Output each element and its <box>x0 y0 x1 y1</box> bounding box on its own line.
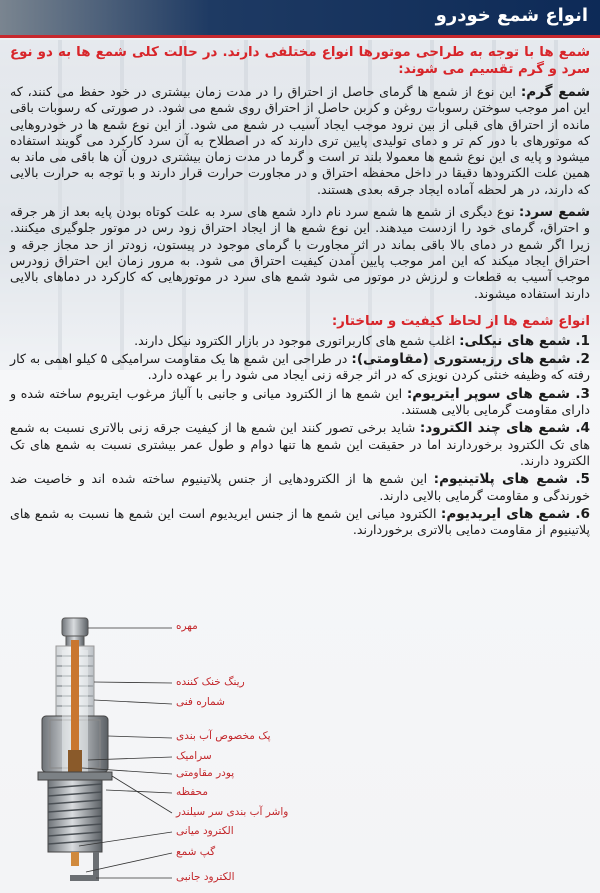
cold-plug-term: شمع سرد: <box>518 204 590 221</box>
cold-plug-paragraph <box>10 204 590 302</box>
page-title: انواع شمع خودرو <box>435 5 588 26</box>
diagram-label-seal-pack: پک مخصوص آب بندی <box>176 730 271 742</box>
type-term: 3. شمع های سوپر ایتریوم: <box>406 385 590 402</box>
type-text: در طراحی این شمع ها یک مقاومت سرامیکی ۵ کیلو اهمی به کار رفته که وظیفه خنثی کردن نویزی که در اثر جرقه زنی ایجاد می شود را بر عهده دارد. <box>10 351 590 383</box>
type-text: الکترود میانی این شمع ها از جنس ایریدیوم است این شمع ها نسبت به شمع های پلاتینیوم از مقاومت دمایی بالاتری برخوردارند. <box>10 505 590 538</box>
type-text: این شمع ها از الکترود میانی و جانبی با آلیاژ مرغوب ایتریوم ساخته شده و دارای مقاومت گرمایی بالایی هستند. <box>10 385 590 418</box>
list-item <box>10 471 590 504</box>
types-list <box>10 333 590 539</box>
types-heading: انواع شمع ها از لحاظ کیفیت و ساختار: <box>331 313 590 329</box>
intro-text: شمع ها با توجه به طراحی موتورها انواع مختلفی دارند. در حالت کلی شمع ها به دو نوع سرد و گرم تقسیم می شوند: <box>10 45 590 77</box>
list-item <box>10 506 590 539</box>
type-term: 1. شمع های نیکلی: <box>459 332 590 349</box>
type-term: 4. شمع های چند الکترود: <box>419 420 590 437</box>
diagram-label-housing: محفظه <box>176 786 208 798</box>
title-bar <box>0 0 600 38</box>
diagram-label-head-washer: واشر آب بندی سر سیلندر <box>176 806 289 818</box>
list-item <box>10 333 590 349</box>
type-text: این شمع ها از الکترودهایی از جنس پلاتینیوم ساخته شده اند و خاصیت ضد خورندگی و مقاومت گرمایی بالایی دارند. <box>10 471 590 503</box>
diagram-label-cooling-ring: رینگ خنک کننده <box>176 676 245 688</box>
diagram-label-resistor-powder: پودر مقاومتی <box>176 767 235 779</box>
diagram-label-gap: گپ شمع <box>176 846 216 858</box>
diagram-label-nut: مهره <box>176 620 198 632</box>
hot-plug-paragraph <box>10 84 590 198</box>
type-term: 5. شمع های پلاتینیوم: <box>433 471 590 488</box>
diagram-label-part-number: شماره فنی <box>176 696 225 708</box>
spark-plug-diagram <box>0 610 600 893</box>
spark-plug-illustration <box>0 610 600 893</box>
diagram-label-center-electrode: الکترود میانی <box>176 825 234 837</box>
diagram-label-ground-electrode: الکترود جانبی <box>176 871 235 883</box>
cold-plug-text: نوع دیگری از شمع ها شمع سرد نام دارد شمع های سرد به علت کوتاه بودن پایه بعد از هر جرقه و احتراق، گرمای خود را ازدست میدهند. این نوع شمع ها از ایجاد احتراق زود رس در موتور جلوگیری میکنند. زیرا اگر شمع در دمای بالا باقی بماند در اثر مجاورت با گرمای موجود در پیستون، زودتر از حد مجاز جرقه و احتراق ایجاد میکند که این امر موجب پایین آمدن کیفیت احتراق می شود. به مرور زمان این احتراق زودرس موجب آسیب به قطعات و لرزش در موتور می شود شمع های سرد در موتورهایی که کارکرد در دماهای بالایی دارند استفاده میشوند. <box>10 204 590 301</box>
type-text: اغلب شمع های کاربراتوری موجود در بازار الکترود نیکل دارند. <box>134 332 460 348</box>
list-item <box>10 420 590 469</box>
type-text: شاید برخی تصور کنند این شمع ها از کیفیت جرقه زنی بالاتری نسبت به شمع های تک الکترود برخوردارند اما در حقیقت این شمع ها تنها دوام و طول عمر بیشتری نسبت به شمع های تک الکترود دارند. <box>10 420 590 468</box>
type-term: 6. شمع های ایریدیوم: <box>440 505 590 522</box>
hot-plug-text: این نوع از شمع ها گرمای حاصل از احتراق را در مدت زمان بیشتری در خود حفظ می کنند، که این امر موجب سوختن رسوبات روغن و کربن حاصل از احتراق روی شمع می شود. در صورتی که رسوبات باقی مانده از احتراق های قبلی از بین نرود موجب ایجاد آسیب در شمع می شود. از این نوع شمع ها در خودروهایی که موتورهای با دور کم تر و دمای تولیدی پایین تری دارند که در اصطلاح به آن سرد کارکرد می گویند استفاده میشود و پایه ی این نوع شمع ها معمولا بلند تر است و گرما در مدت زمان بیشتری درون آن ها باقی می ماند به همین علت الکترودها دقیقا در داخل محفظه احتراق و در مجاورت حرارت قرار دارند و با توجه به حرارت بالایی که دارند، در هر لحظه آماده ایجاد جرقه بعدی هستند. <box>10 84 590 197</box>
article-body <box>10 44 590 540</box>
hot-plug-term: شمع گرم: <box>520 84 590 100</box>
list-item <box>10 386 590 419</box>
type-term: 2. شمع های رزیستوری (مقاومتی): <box>351 351 590 368</box>
list-item <box>10 351 590 384</box>
diagram-label-ceramic: سرامیک <box>176 750 212 762</box>
